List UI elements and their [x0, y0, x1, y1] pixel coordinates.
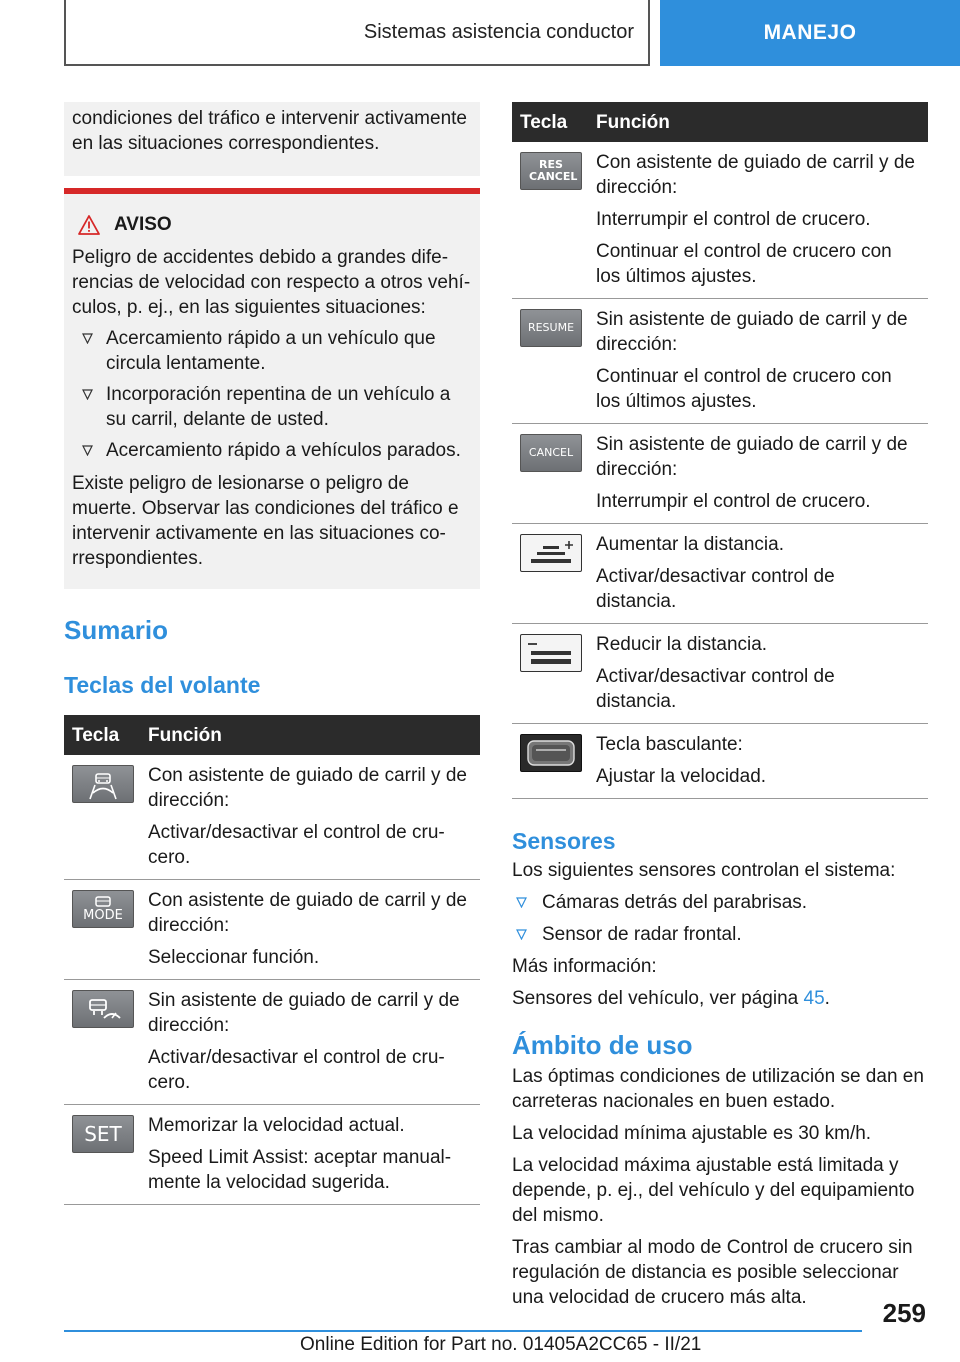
table-row: RESUME Sin asistente de guiado de carril y de dirección: Continuar el control de crucero con los últimos ajustes. — [512, 299, 928, 424]
cancel-icon: CANCEL — [520, 434, 582, 472]
scope-paragraph: La velocidad máxima ajustable está limitada y depende, p. ej., del vehículo y del equipamiento del mismo. — [512, 1155, 915, 1226]
distance-decrease-icon — [520, 634, 582, 672]
warning-title — [78, 212, 472, 237]
more-info: Más información: — [512, 956, 657, 977]
table-row: Con asistente de guiado de carril y de dirección: Activar/desactivar el control de crucero. — [64, 755, 480, 880]
list-item: Sensor de radar frontal. — [512, 922, 928, 947]
column-header-key: Tecla — [520, 111, 568, 133]
bullet-triangle-icon — [82, 445, 93, 456]
continued-text: condiciones del tráfico e intervenir activamente en las situaciones correspondientes. — [72, 108, 467, 154]
page-link[interactable]: 45 — [803, 988, 825, 1009]
table-row: Aumentar la distancia. Activar/desactivar control de distancia. — [512, 524, 928, 624]
list-item: Acercamiento rápido a un vehículo que circula lentamente. — [72, 326, 472, 376]
warning-outro: Existe peligro de lesionarse o peligro de muerte. Observar las condiciones del tráfico e intervenir activamente en las situaciones correspondientes. — [72, 473, 459, 569]
list-item: Cámaras detrás del parabrisas. — [512, 890, 928, 915]
bullet-triangle-icon — [82, 333, 93, 344]
bullet-triangle-icon — [516, 897, 527, 908]
distance-increase-icon — [520, 534, 582, 572]
mode-icon: MODE — [72, 890, 134, 928]
scope-heading: Ámbito de uso — [512, 1030, 693, 1060]
scope-paragraph: La velocidad mínima ajustable es 30 km/h. — [512, 1123, 872, 1144]
scope-paragraph: Tras cambiar al modo de Control de crucero sin regulación de distancia es posible seleccionar una velocidad de crucero más alta. — [512, 1237, 913, 1308]
column-header-function: Función — [596, 111, 670, 133]
cruise-control-icon — [72, 990, 134, 1028]
steering-keys-table-continued — [512, 102, 928, 799]
warning-label: AVISO — [114, 214, 172, 235]
table-header-row — [512, 102, 928, 142]
column-header-function: Función — [148, 724, 222, 746]
subsection-heading: Teclas del volante — [64, 672, 261, 698]
resume-icon: RESUME — [520, 309, 582, 347]
sensors-heading: Sensores — [512, 828, 616, 854]
table-row: CANCEL Sin asistente de guiado de carril y de dirección: Interrumpir el control de crucero. — [512, 424, 928, 524]
warning-list — [72, 326, 472, 463]
left-column — [64, 102, 480, 1205]
list-item: Incorporación repentina de un vehículo a su carril, delante de usted. — [72, 382, 472, 432]
section-title: Sistemas asistencia conductor — [64, 0, 650, 66]
res-cancel-icon: RES CANCEL — [520, 152, 582, 190]
list-item: Acercamiento rápido a vehículos parados. — [72, 438, 472, 463]
scope-paragraph: Las óptimas condiciones de utilización se dan en carreteras nacionales en buen estado. — [512, 1066, 924, 1112]
warning-box — [64, 188, 480, 589]
bullet-triangle-icon — [82, 389, 93, 400]
continued-note — [64, 102, 480, 176]
page-number: 259 — [882, 1298, 926, 1328]
table-row: MODE Con asistente de guiado de carril y de dirección: Seleccionar función. — [64, 880, 480, 980]
footer-divider — [64, 1330, 862, 1332]
warning-triangle-icon — [78, 215, 100, 235]
sensors-list — [512, 890, 928, 947]
sensors-intro: Los siguientes sensores controlan el sistema: — [512, 860, 896, 881]
table-row: RES CANCEL Con asistente de guiado de carril y de dirección: Interrumpir el control de crucero. Continuar el control de crucero con los últimos ajustes. — [512, 142, 928, 299]
sensors-reference: Sensores del vehículo, ver página 45. — [512, 988, 830, 1009]
section-heading: Sumario — [64, 615, 169, 645]
right-column — [512, 102, 928, 1317]
steering-keys-table — [64, 715, 480, 1205]
lane-assist-icon — [72, 765, 134, 803]
table-row: Reducir la distancia. Activar/desactivar control de distancia. — [512, 624, 928, 724]
edition-footer: Online Edition for Part no. 01405A2CC65 - II/21 — [300, 1334, 702, 1355]
chapter-tab[interactable]: MANEJO — [660, 0, 960, 66]
table-row: Tecla basculante: Ajustar la velocidad. — [512, 724, 928, 799]
sensors-section — [512, 829, 928, 1310]
bullet-triangle-icon — [516, 929, 527, 940]
table-row: Sin asistente de guiado de carril y de dirección: Activar/desactivar el control de crucero. — [64, 980, 480, 1105]
column-header-key: Tecla — [72, 724, 120, 746]
table-row: SET Memorizar la velocidad actual. Speed Limit Assist: aceptar manualmente la velocidad sugerida. — [64, 1105, 480, 1205]
set-icon: SET — [72, 1115, 134, 1153]
warning-intro: Peligro de accidentes debido a grandes diferencias de velocidad con respecto a otros vehículos, p. ej., en las siguientes situaciones: — [72, 247, 471, 318]
rocker-switch-icon — [520, 734, 582, 772]
page-header — [0, 0, 960, 66]
table-header-row — [64, 715, 480, 755]
